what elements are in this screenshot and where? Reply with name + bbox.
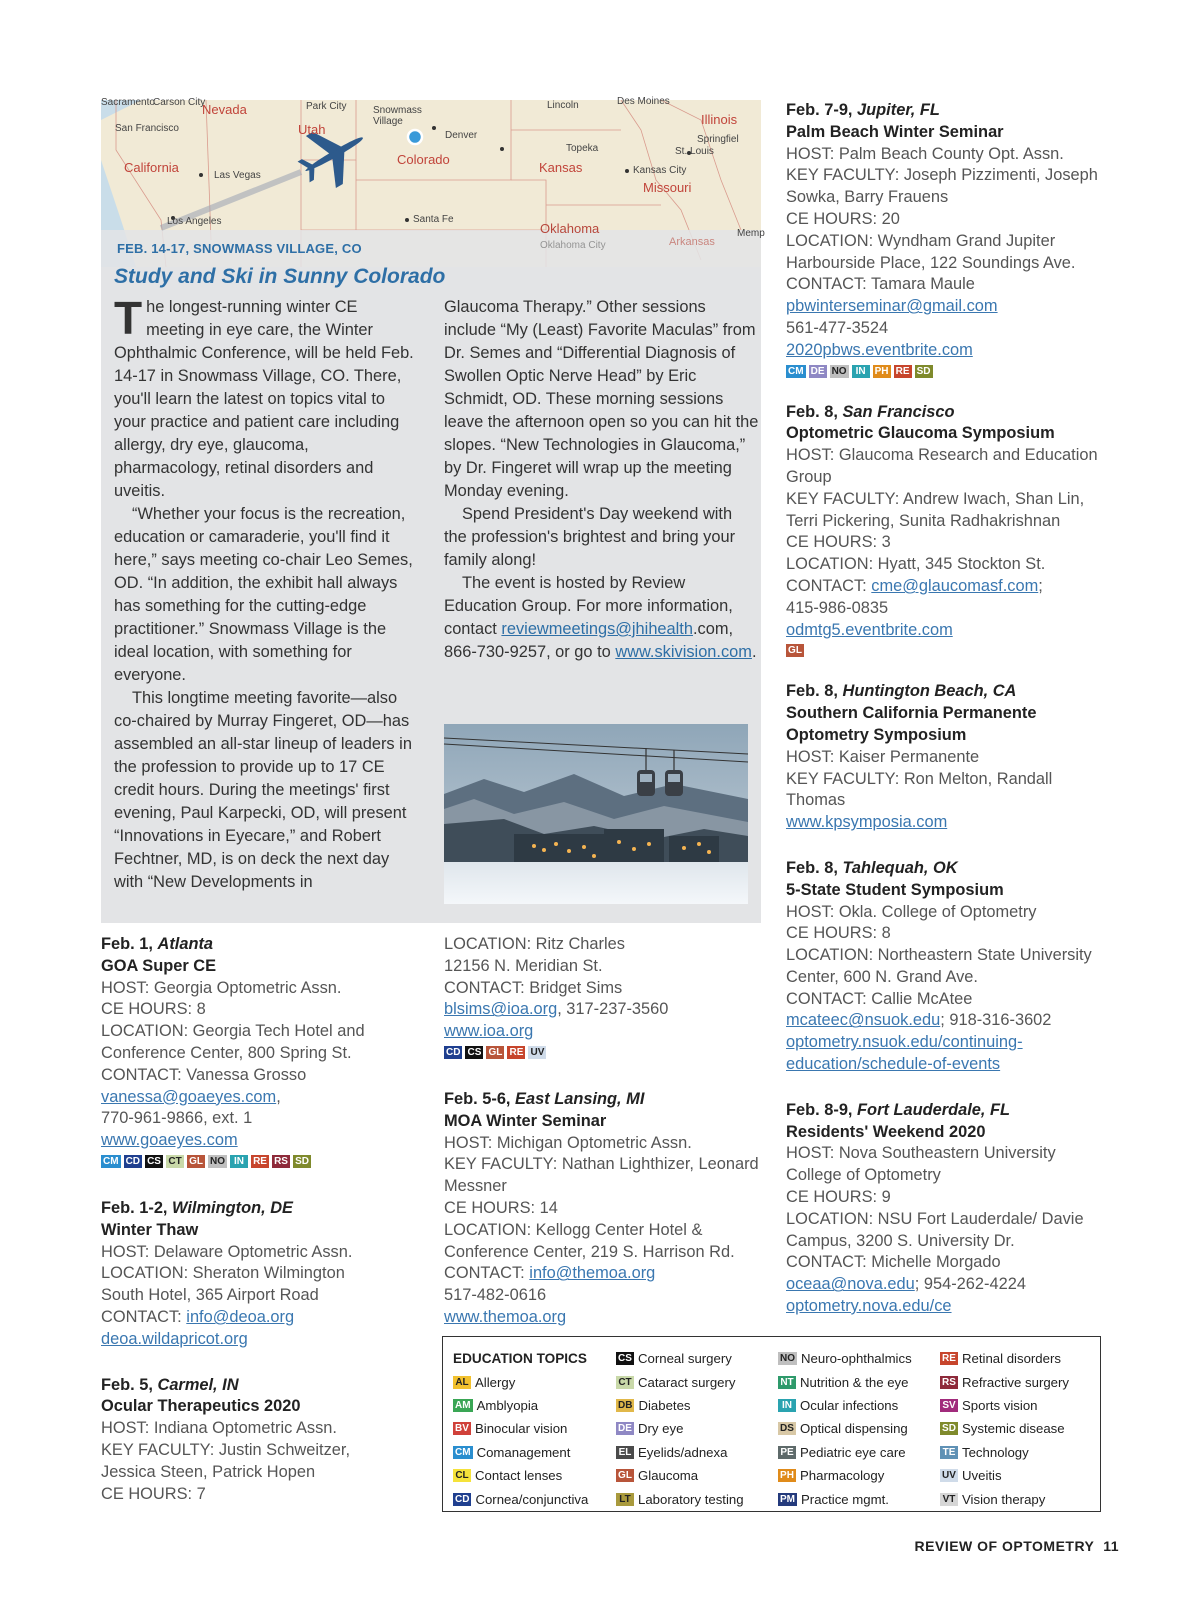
feature-paragraph-6-text-3: . [751, 643, 757, 661]
listing-date-text: Feb. 8, [786, 682, 843, 701]
skivision-link[interactable]: www.skivision.com [615, 643, 752, 661]
legend-item-db [616, 1394, 778, 1417]
listing-key-faculty: KEY FACULTY: Nathan Lighthizer, Leonard Messner [444, 1155, 759, 1196]
legend-item-ct [616, 1370, 778, 1393]
legend-item-label: Contact lenses [475, 1468, 563, 1484]
legend-item-label: Dry eye [638, 1421, 684, 1437]
listings-column-3 [786, 100, 1111, 1342]
listing-url-link[interactable]: www.goaeyes.com [101, 1131, 238, 1150]
topic-tag-vt: VT [940, 1493, 958, 1506]
map-label-los-angeles: Los Angeles [167, 216, 222, 227]
listing-title: Ocular Therapeutics 2020 [101, 1397, 301, 1416]
listing-contact-label: CONTACT: [101, 1307, 187, 1326]
listing-host: HOST: Glaucoma Research and Education Group [786, 446, 1098, 486]
listing-phone: 561-477-3524 [786, 318, 889, 337]
legend-item-cd [453, 1487, 616, 1510]
map-label-kansas-city: Kansas City [633, 165, 687, 176]
listing-email-link[interactable]: mcateec@nsuok.edu [786, 1011, 941, 1030]
topic-tag-ct: CT [616, 1376, 634, 1389]
listing-host: HOST: Indiana Optometric Assn. [101, 1419, 337, 1438]
listing-location: LOCATION: Kellogg Center Hotel & Conference Center, 219 S. Harrison Rd. [444, 1220, 735, 1261]
listing-phone: 770-961-9866, ext. 1 [101, 1109, 253, 1128]
listing-ce-hours: CE HOURS: 20 [786, 209, 900, 228]
listings-column-1 [101, 934, 391, 1529]
listing-date-text: Feb. 5, [101, 1375, 158, 1394]
topic-tag-re: RE [507, 1046, 525, 1059]
topic-tag-in: IN [852, 365, 870, 378]
legend-item-label: Laboratory testing [638, 1491, 744, 1507]
legend-item-label: Systemic disease [962, 1421, 1065, 1437]
listing-east-lansing [444, 1089, 764, 1329]
legend-item-cm [453, 1441, 616, 1464]
topic-tag-al: AL [453, 1376, 471, 1389]
feature-paragraph-2: “Whether your focus is the recreation, education or camaraderie, you'll find it here,” says meeting co-chair Leo Semes, OD. “In addition, the exhibit hall always has something for the cutting-edge practitioner.” Snowmass Village is the ideal location, with something for everyone. [114, 505, 413, 684]
education-topics-legend [442, 1336, 1101, 1512]
topic-tag-lt: LT [616, 1493, 634, 1506]
legend-item-label: Technology [962, 1444, 1029, 1460]
legend-item-pm [778, 1487, 940, 1510]
listing-contact [101, 1307, 391, 1329]
map-label-san-francisco: San Francisco [115, 123, 179, 134]
map-label-oklahoma: Oklahoma [540, 221, 600, 236]
listing-ce-hours: CE HOURS: 8 [101, 1000, 206, 1019]
listing-place: Fort Lauderdale, FL [857, 1100, 1011, 1119]
feature-paragraph-6-text: The event is hosted by Review Education Group. For more information, contact [444, 574, 733, 638]
topic-tag-de: DE [809, 365, 827, 378]
listing-atlanta [101, 934, 391, 1168]
listing-ce-hours: CE HOURS: 3 [786, 533, 891, 552]
map-label-denver: Denver [445, 130, 478, 141]
legend-item-de [616, 1417, 778, 1440]
listing-place: Carmel, IN [157, 1375, 239, 1394]
listing-date [786, 858, 1111, 880]
map-label-illinois: Illinois [701, 112, 738, 127]
map-label-st-louis: St. Louis [675, 146, 714, 157]
topic-tag-ph: PH [873, 365, 891, 378]
listing-location: LOCATION: Northeastern State University Center, 600 N. Grand Ave. [786, 946, 1092, 986]
listing-contact: CONTACT: Bridget Sims [444, 978, 623, 997]
topic-tag-bv: BV [453, 1422, 471, 1435]
listing-host: HOST: Nova Southeastern University College of Optometry [786, 1144, 1056, 1185]
map-label-snowmass-village: Snowmass Village [373, 105, 422, 127]
listing-url-link[interactable]: 2020pbws.eventbrite.com [786, 340, 973, 359]
listing-key-faculty: KEY FACULTY: Justin Schweitzer, Jessica Steen, Patrick Hopen [101, 1440, 350, 1481]
legend-item-label: Neuro-ophthalmics [801, 1351, 912, 1367]
feature-paragraph-6 [444, 572, 759, 664]
legend-item-sd [940, 1417, 1100, 1440]
map-label-santa-fe: Santa Fe [413, 214, 454, 225]
legend-item-re [940, 1347, 1100, 1370]
listing-date-text: Feb. 1, [101, 935, 158, 953]
map-label-utah: Utah [298, 122, 326, 137]
legend-item-label: Amblyopia [476, 1397, 539, 1413]
listing-email-link[interactable]: blsims@ioa.org [444, 1000, 558, 1019]
listing-san-francisco [786, 402, 1111, 658]
topic-tag-cd: CD [125, 1155, 141, 1167]
legend-item-ph [778, 1464, 940, 1487]
listing-jupiter [786, 100, 1111, 378]
topic-tag-cd: CD [446, 1046, 461, 1058]
dropcap: T [114, 292, 143, 344]
listing-host: HOST: Michigan Optometric Assn. [444, 1133, 692, 1152]
listing-contact-label: CONTACT: [444, 1264, 530, 1283]
topic-tag-ph: PH [778, 1469, 796, 1482]
topic-tag-gl: GL [786, 644, 804, 657]
listing-email-line [786, 1010, 1111, 1032]
legend-item-label: Pharmacology [800, 1468, 885, 1484]
topic-tag-no: NO [780, 1353, 795, 1365]
topic-tag-re: RE [940, 1352, 958, 1365]
legend-item-rs [940, 1370, 1100, 1393]
legend-item-label: Binocular vision [475, 1421, 568, 1437]
feature-paragraph-1-text: he longest-running winter CE meeting in eye care, the Winter Ophthalmic Conference, will be held Feb. 14-17 in Snowmass Village, CO. There, you'll learn the latest on topics vital to your practice and patient care including allergy, dry eye, glaucoma, pharmacology, retinal disorders and uveitis. [114, 298, 414, 500]
legend-item-label: Comanagement [476, 1444, 571, 1460]
listing-title: Winter Thaw [101, 1220, 199, 1239]
listing-phone-inline: ; 954-262-4224 [914, 1275, 1026, 1294]
map-label-nevada: Nevada [202, 102, 247, 117]
listing-place: Huntington Beach, CA [842, 682, 1017, 701]
legend-item-label: Vision therapy [962, 1491, 1046, 1507]
map-label-memphis: Memp [737, 228, 765, 239]
listing-date [101, 1198, 391, 1220]
topic-tag-gl: GL [486, 1046, 504, 1059]
legend-item-label: Cataract surgery [638, 1374, 736, 1390]
topic-tag-sv: SV [940, 1399, 958, 1412]
listing-url-link[interactable]: deoa.wildapricot.org [101, 1329, 248, 1348]
legend-item-gl [616, 1464, 778, 1487]
listing-date-text: Feb. 8-9, [786, 1100, 858, 1119]
legend-item-al [453, 1370, 616, 1393]
topic-tag-el: EL [616, 1446, 634, 1459]
feature-kicker: FEB. 14-17, SNOWMASS VILLAGE, CO [117, 241, 362, 256]
listing-date [786, 402, 1111, 424]
feature-paragraph-5: Spend President's Day weekend with the profession's brightest and bring your family along! [444, 505, 736, 569]
listing-host: HOST: Georgia Optometric Assn. [101, 978, 342, 997]
listing-date [101, 1375, 391, 1397]
legend-item-label: Glaucoma [638, 1468, 699, 1484]
listing-email-link[interactable]: vanessa@goaeyes.com [101, 1087, 277, 1106]
listing-date-text: Feb. 7-9, [786, 101, 858, 119]
listing-date [786, 1100, 1111, 1122]
topic-tag-cs: CS [616, 1352, 634, 1365]
listing-place: Wilmington, DE [172, 1198, 293, 1217]
topic-tag-de: DE [616, 1422, 634, 1435]
topic-tag-gl: GL [616, 1469, 634, 1482]
listing-date-text: Feb. 1-2, [101, 1198, 173, 1217]
listing-email-line [786, 1274, 1111, 1296]
legend-item-label: Optical dispensing [800, 1421, 908, 1437]
ski-resort-photo [444, 724, 748, 904]
listing-location: LOCATION: NSU Fort Lauderdale/ Davie Campus, 3200 S. University Dr. [786, 1209, 1084, 1250]
listing-email-line [444, 999, 764, 1021]
listing-location: LOCATION: Wyndham Grand Jupiter Harbourside Place, 122 Soundings Ave. [786, 231, 1076, 272]
listing-date [444, 1089, 764, 1111]
topic-tag-cl: CL [453, 1469, 471, 1482]
listing-address: 12156 N. Meridian St. [444, 956, 603, 975]
legend-item-label: Corneal surgery [638, 1351, 732, 1367]
map-label-las-vegas: Las Vegas [214, 170, 261, 181]
topic-tags [444, 1046, 764, 1059]
listing-phone: 517-482-0616 [444, 1286, 547, 1305]
listing-url-link[interactable]: www.kpsymposia.com [786, 813, 948, 832]
map-label-kansas: Kansas [539, 160, 583, 175]
listing-title: Southern California Permanente Optometry Symposium [786, 704, 1037, 744]
listing-phone-inline: , 317-237-3560 [557, 1000, 669, 1019]
listing-url-link[interactable]: odmtg5.eventbrite.com [786, 620, 953, 639]
listing-email-suffix: ; [1038, 576, 1043, 595]
legend-item-label: Retinal disorders [962, 1351, 1061, 1367]
legend-item-label: Ocular infections [800, 1397, 899, 1413]
listing-huntington-beach [786, 681, 1111, 834]
topic-tag-re: RE [251, 1155, 269, 1168]
topic-tag-sd: SD [915, 365, 933, 378]
legend-item-nt [778, 1370, 940, 1393]
feature-column-1 [114, 292, 419, 894]
contact-email-link[interactable]: reviewmeetings@jhihealth [501, 620, 693, 638]
feature-box [101, 96, 765, 923]
topic-tag-rs: RS [272, 1155, 290, 1168]
listing-url-link[interactable]: optometry.nsuok.edu/continuing-education/schedule-of-events [786, 1033, 1023, 1074]
listing-email-line [101, 1087, 391, 1109]
topic-tag-rs: RS [940, 1376, 958, 1389]
listing-contact: CONTACT: Michelle Morgado [786, 1253, 1001, 1272]
map-label-colorado: Colorado [397, 152, 450, 167]
listing-carmel [101, 1375, 391, 1506]
topic-tag-cm: CM [455, 1446, 471, 1458]
listing-location: LOCATION: Ritz Charles [444, 935, 625, 953]
listing-ce-hours: CE HOURS: 7 [101, 1484, 206, 1503]
legend-item-label: Refractive surgery [962, 1374, 1070, 1390]
topic-tag-cs: CS [465, 1046, 483, 1059]
legend-item-cl [453, 1464, 616, 1487]
topic-tag-sd: SD [293, 1155, 311, 1168]
topic-tags [786, 365, 1111, 378]
legend-item-ds [778, 1417, 940, 1440]
legend-item-label: Cornea/conjunctiva [475, 1491, 589, 1507]
listing-host: HOST: Palm Beach County Opt. Assn. [786, 144, 1064, 163]
feature-paragraph-6-text-2: .com, 866-730-9257, or go to [444, 620, 734, 661]
map-label-california: California [124, 160, 179, 175]
legend-item-label: Diabetes [638, 1397, 691, 1413]
map-label-carson-city: Carson City [153, 97, 206, 108]
legend-item-label: Uveitis [962, 1468, 1002, 1484]
listing-title: 5-State Student Symposium [786, 880, 1004, 899]
topic-tag-db: DB [618, 1399, 633, 1411]
topic-tags [786, 644, 1111, 657]
legend-item-te [940, 1441, 1100, 1464]
feature-title: Study and Ski in Sunny Colorado [114, 265, 446, 288]
legend-item-el [616, 1441, 778, 1464]
feature-column-2 [444, 296, 759, 664]
listing-date [786, 681, 1111, 703]
topic-tag-sd: SD [940, 1422, 958, 1435]
listing-contact-label: CONTACT: [786, 576, 872, 595]
topic-tag-cm: CM [103, 1155, 119, 1167]
legend-item-bv [453, 1417, 616, 1440]
listing-host: HOST: Delaware Optometric Assn. [101, 1242, 353, 1261]
topic-tag-pm: PM [780, 1493, 795, 1505]
legend-item-label: Sports vision [962, 1397, 1038, 1413]
topic-tag-in: IN [230, 1155, 248, 1168]
listing-date-text: Feb. 8, [786, 858, 843, 877]
listing-date [786, 100, 1111, 122]
listing-ce-hours: CE HOURS: 8 [786, 924, 891, 943]
map-label-oklahoma-city: Oklahoma City [540, 240, 606, 251]
topic-tag-cm: CM [788, 365, 804, 377]
listing-place: Jupiter, FL [857, 101, 940, 119]
listing-title: GOA Super CE [101, 956, 217, 975]
listing-ce-hours: CE HOURS: 9 [786, 1188, 891, 1207]
map-label-sacramento: Sacramento [101, 97, 155, 108]
topic-tag-cs: CS [145, 1155, 163, 1168]
topic-tag-no: NO [210, 1155, 226, 1167]
listing-date-text: Feb. 5-6, [444, 1089, 516, 1108]
listing-contact: CONTACT: Vanessa Grosso [101, 1065, 307, 1084]
topic-tag-ct: CT [166, 1155, 184, 1168]
listing-fort-lauderdale [786, 1100, 1111, 1318]
legend-item-label: Pediatric eye care [800, 1444, 906, 1460]
topic-tag-am: AM [455, 1399, 471, 1411]
publication-name: REVIEW OF OPTOMETRY [914, 1538, 1095, 1554]
topic-tags [101, 1155, 391, 1168]
listing-contact: CONTACT: Tamara Maule [786, 275, 975, 294]
listing-location: LOCATION: Georgia Tech Hotel and Conference Center, 800 Spring St. [101, 1022, 365, 1062]
listing-host: HOST: Okla. College of Optometry [786, 902, 1037, 921]
topic-tag-uv: UV [940, 1469, 958, 1482]
listing-email-link[interactable]: oceaa@nova.edu [786, 1275, 915, 1294]
legend-grid [453, 1347, 1090, 1511]
listing-date [101, 934, 391, 956]
location-marker-icon [408, 130, 422, 144]
topic-tag-nt: NT [778, 1376, 796, 1389]
listing-email-link[interactable]: info@themoa.org [529, 1264, 656, 1283]
map-label-park-city: Park City [306, 101, 347, 112]
legend-item-lt [616, 1487, 778, 1510]
listing-ce-hours: CE HOURS: 14 [444, 1198, 558, 1217]
legend-item-vt [940, 1487, 1100, 1510]
page-number: 11 [1103, 1538, 1119, 1554]
listing-phone-inline: ; 918-316-3602 [940, 1011, 1052, 1030]
listing-location: LOCATION: Sheraton Wilmington South Hotel, 365 Airport Road [101, 1264, 345, 1305]
listing-tahlequah [786, 858, 1111, 1076]
topic-tag-cd: CD [455, 1493, 470, 1505]
listing-contact [444, 1263, 764, 1285]
listing-wilmington [101, 1198, 391, 1351]
map-label-missouri: Missouri [643, 180, 692, 195]
listing-title: Optometric Glaucoma Symposium [786, 424, 1055, 443]
topic-tag-in: IN [778, 1399, 796, 1412]
listing-place: Atlanta [157, 935, 214, 953]
listing-place: East Lansing, MI [515, 1089, 645, 1108]
listing-email-link[interactable]: cme@glaucomasf.com [871, 576, 1039, 595]
legend-item-in [778, 1394, 940, 1417]
listing-date-text: Feb. 8, [786, 402, 843, 421]
topic-tag-gl: GL [187, 1155, 205, 1168]
listing-place: San Francisco [842, 402, 955, 421]
map-label-lincoln: Lincoln [547, 100, 579, 111]
legend-item-sv [940, 1394, 1100, 1417]
listing-carmel-continued [444, 934, 764, 1059]
legend-item-uv [940, 1464, 1100, 1487]
feature-paragraph-4: Glaucoma Therapy.” Other sessions include “My (Least) Favorite Maculas” from Dr. Semes and “Differential Diagnosis of Swollen Optic Nerve Head” by Eric Schmidt, OD. These morning sessions leave the afternoon open so you can hit the slopes. “New Technologies in Glaucoma,” by Dr. Fingeret will wrap up the meeting Monday evening. [444, 298, 759, 500]
listing-host: HOST: Kaiser Permanente [786, 747, 980, 766]
listing-url-link[interactable]: optometry.nova.edu/ce [786, 1297, 952, 1316]
topic-tag-re: RE [894, 365, 912, 378]
listings-column-2 [444, 934, 764, 1353]
legend-heading: EDUCATION TOPICS [453, 1351, 587, 1367]
listing-email-link[interactable]: info@deoa.org [186, 1307, 295, 1326]
map-label-springfield: Springfiel [697, 134, 739, 145]
listing-title: Palm Beach Winter Seminar [786, 122, 1004, 141]
topic-tag-no: NO [831, 365, 847, 377]
feature-paragraph-3: This longtime meeting favorite—also co-chaired by Murray Fingeret, OD—has assembled an all-star lineup of leaders in the profession to provide up to 17 CE credit hours. During the meetings' first evening, Paul Karpecki, OD, will present “Innovations in Eyecare,” and Robert Fechtner, MD, is on deck the next day with “New Developments in [114, 689, 412, 891]
listing-url-link[interactable]: www.ioa.org [444, 1022, 534, 1041]
listing-key-faculty: KEY FACULTY: Andrew Iwach, Shan Lin, Terri Pickering, Sunita Radhakrishnan [786, 489, 1085, 530]
legend-item-label: Allergy [475, 1374, 516, 1390]
topic-tag-pe: PE [778, 1446, 796, 1459]
listing-contact [786, 576, 1111, 598]
topic-tag-te: TE [940, 1446, 958, 1459]
legend-item-pe [778, 1441, 940, 1464]
legend-item-no [778, 1347, 940, 1370]
feature-paragraph-1 [114, 292, 419, 503]
listing-title: MOA Winter Seminar [444, 1111, 607, 1130]
listing-title: Residents' Weekend 2020 [786, 1122, 986, 1141]
topic-tag-uv: UV [528, 1046, 546, 1059]
legend-item-label: Eyelids/adnexa [638, 1444, 728, 1460]
listing-phone: 415-986-0835 [786, 598, 889, 617]
legend-item-label: Practice mgmt. [801, 1491, 889, 1507]
legend-item-label: Nutrition & the eye [800, 1374, 909, 1390]
legend-item-am [453, 1394, 616, 1417]
page-footer [915, 1538, 1119, 1554]
listing-key-faculty: KEY FACULTY: Joseph Pizzimenti, Joseph Sowka, Barry Frauens [786, 166, 1098, 207]
listing-place: Tahlequah, OK [842, 858, 958, 877]
listing-contact: CONTACT: Callie McAtee [786, 989, 973, 1008]
topic-tag-ds: DS [778, 1422, 796, 1435]
listing-email-suffix: , [276, 1087, 281, 1106]
listing-email-link[interactable]: pbwinterseminar@gmail.com [786, 297, 998, 316]
map-label-topeka: Topeka [566, 143, 599, 154]
listing-url-link[interactable]: www.themoa.org [444, 1307, 567, 1326]
listing-location: LOCATION: Hyatt, 345 Stockton St. [786, 555, 1046, 574]
map-label-des-moines: Des Moines [617, 96, 670, 107]
legend-item-cs [616, 1347, 778, 1370]
listing-key-faculty: KEY FACULTY: Ron Melton, Randall Thomas [786, 769, 1053, 810]
map-label-arkansas: Arkansas [669, 236, 715, 248]
